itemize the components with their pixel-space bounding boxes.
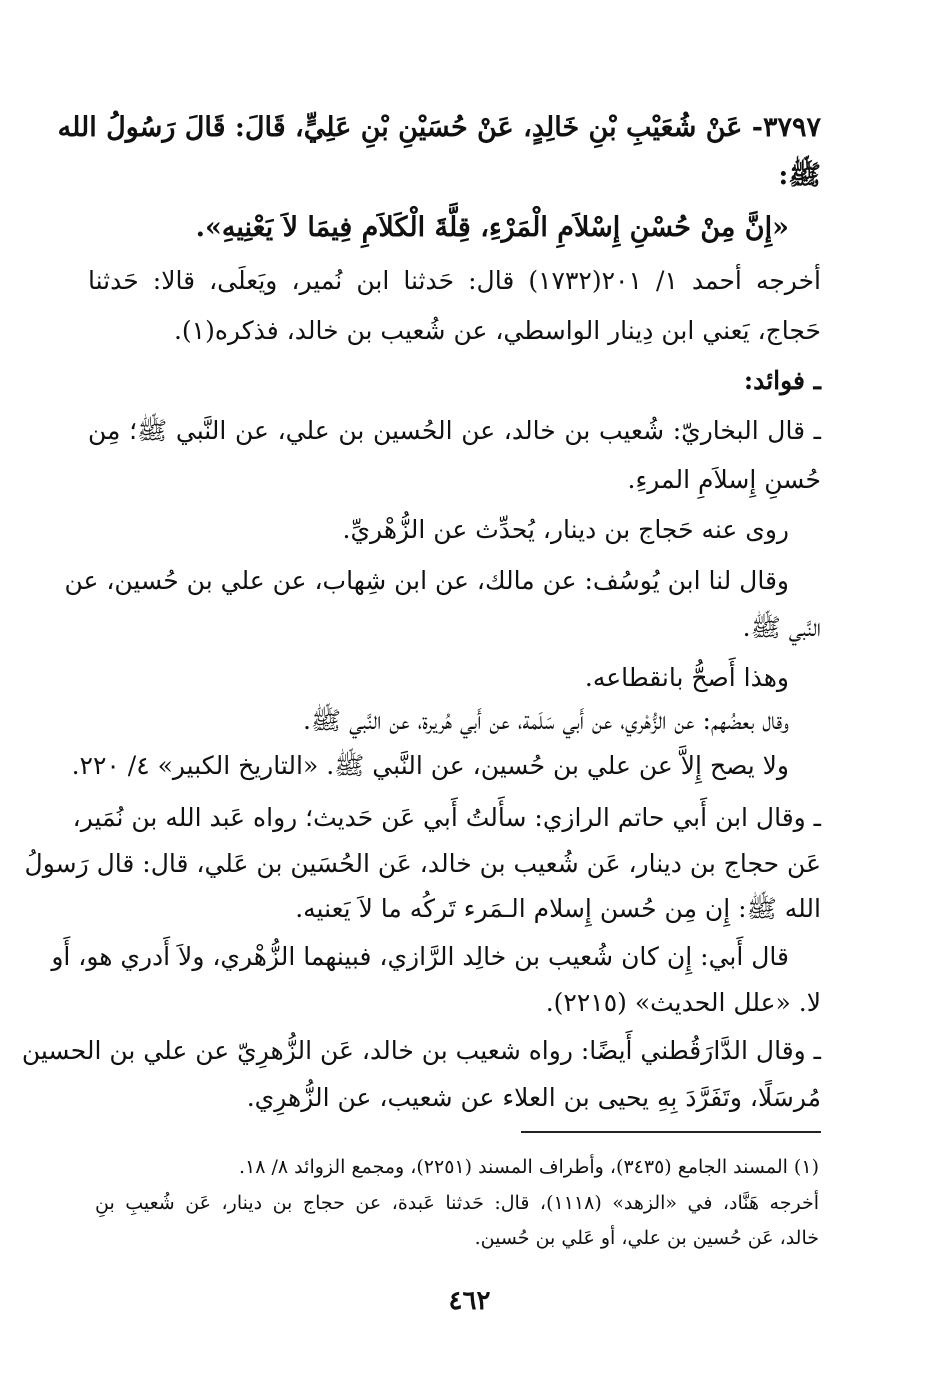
fawaid-line: وقال بعضُهم: عن الزُّهْري، عن أَبي سَلَمة، عن أَبي هُريرة، عن النَّبي ﷺ. [302,706,789,735]
fawaid-line: النَّبي ﷺ. [742,613,821,642]
fawaid-line: ـ قال البخاريّ: شُعيب بن خالد، عن الحُسين بن علي، عن النَّبي ﷺ؛ مِن [88,416,821,445]
fawaid-line: وقال لنا ابن يُوسُف: عن مالك، عن ابن شِهاب، عن علي بن حُسين، عن [64,566,789,595]
fawaid-heading: ـ فوائد: [743,366,821,395]
fawaid-line: روى عنه حَجاج بن دينار، يُحدِّث عن الزُّهْريِّ. [342,515,789,544]
page-number: ٤٦٢ [448,1286,491,1316]
footnote-line-1: (١) المسند الجامع (٣٤٣٥)، وأطراف المسند (٢٢٥١)، ومجمع الزوائد ٨/ ١٨. [239,1156,819,1178]
hadith-chain-line-2: ﷺ: [778,160,821,191]
fawaid-line: ـ وقال ابن أَبي حاتم الرازي: سأَلتُ أَبي عَن حَديث؛ رواه عَبد الله بن نُمَير، [72,803,821,832]
fawaid-line: قال أَبي: إِن كان شُعيب بن خالِد الرَّازي، فبينهما الزُّهْري، ولاَ أَدري هو، أَو [51,942,789,971]
hadith-chain-line-1: ٣٧٩٧- عَنْ شُعَيْبِ بْنِ خَالِدٍ، عَنْ حُسَيْنِ بْنِ عَلِيٍّ، قَالَ: قَالَ رَسُولُ الله [57,112,821,143]
footnote-divider [521,1131,821,1133]
takhrij-line-1: أخرجه أحمد ١/ ٢٠١(١٧٣٢) قال: حَدثنا ابن نُمير، ويَعلَى، قالا: حَدثنا [88,266,822,295]
fawaid-line: حُسنِ إِسلاَمِ المرءِ. [627,465,821,494]
footnote-line-3: خالد، عَن حُسين بن علي، أو عَلي بن حُسين. [474,1227,819,1249]
fawaid-line: لا. «علل الحديث» (٢٢١٥). [545,988,821,1017]
fawaid-line: عَن حجاج بن دينار، عَن شُعيب بن خالد، عَن الحُسَين بن عَلي، قال: قال رَسولُ [24,849,821,878]
fawaid-line: مُرسَلًا، وتَفَرَّدَ بِهِ يحيى بن العلاء عن شعيب، عن الزُّهرِي. [246,1083,821,1112]
footnote-line-2: أخرجه هَنَّاد، في «الزهد» (١١١٨)، قال: حَدثنا عَبدة، عن حجاج بن دينار، عَن شُعيبِ بنِ [95,1192,819,1214]
fawaid-line: الله ﷺ: إِن مِن حُسن إِسلام الـمَرء تَركُه ما لاَ يَعنيه. [295,894,821,923]
fawaid-line: ولا يصح إِلاَّ عن علي بن حُسين، عن النَّبي ﷺ. «التاريخ الكبير» ٤/ ٢٢٠. [71,751,789,780]
hadith-text: «إِنَّ مِنْ حُسْنِ إِسْلاَمِ الْمَرْءِ، قِلَّةَ الْكَلاَمِ فِيمَا لاَ يَعْنِيهِ». [195,212,789,243]
fawaid-line: ـ وقال الدَّارَقُطني أَيضًا: رواه شعيب بن خالد، عَن الزُّهرِيّ عن علي بن الحسين [21,1036,821,1065]
fawaid-line: وهذا أَصحُّ بانقطاعه. [584,663,789,692]
takhrij-line-2: حَجاج، يَعني ابن دِينار الواسطي، عن شُعيب بن خالد، فذكره(١). [173,316,821,345]
